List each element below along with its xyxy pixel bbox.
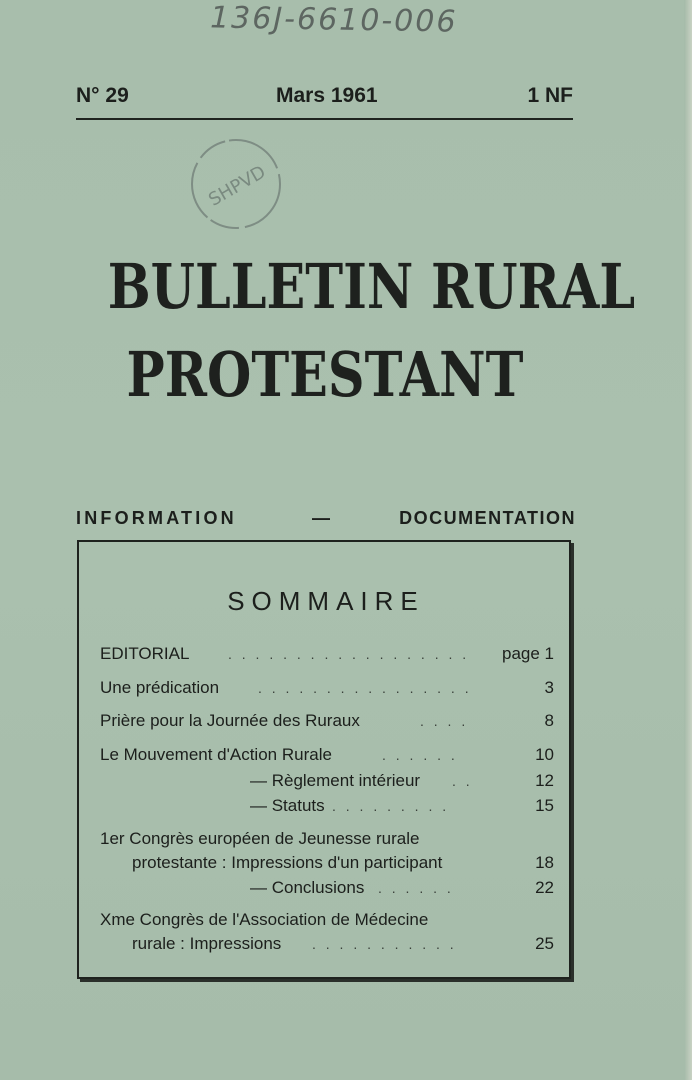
toc-label: 1er Congrès européen de Jeunesse rurale: [100, 829, 420, 848]
toc-entry: [100, 853, 554, 877]
toc-leader: . . . . . . . . .: [332, 798, 450, 814]
contents-box: [77, 540, 571, 979]
toc-page: page 1: [502, 644, 554, 663]
title-line-2: PROTESTANT: [126, 338, 524, 411]
toc-label: — Conclusions: [250, 878, 365, 897]
toc-entry: [100, 829, 554, 853]
toc-leader: . . . . . .: [378, 880, 454, 896]
toc-label: — Règlement intérieur: [250, 771, 421, 790]
toc-page: 25: [535, 934, 554, 953]
toc-entry: [100, 644, 554, 668]
toc-entry: [100, 796, 554, 820]
toc-leader: . . . .: [420, 713, 469, 729]
toc-page: 15: [535, 796, 554, 815]
toc-leader: . . . . . . . . . . . . . . . . . .: [228, 646, 470, 662]
toc-entry: [100, 745, 554, 769]
page-edge: [684, 0, 692, 1080]
toc-label: Une prédication: [100, 678, 220, 697]
subtitle-right: DOCUMENTATION: [399, 508, 576, 528]
toc-page: 18: [535, 853, 554, 872]
issue-price: 1 NF: [527, 84, 573, 107]
issue-number: N° 29: [76, 84, 129, 107]
toc-entry: [100, 678, 554, 702]
toc-label: EDITORIAL: [100, 644, 190, 663]
toc-entry: [100, 711, 554, 735]
toc-label: rurale : Impressions: [132, 934, 282, 953]
toc-page: 3: [544, 678, 554, 697]
toc-page: 22: [535, 878, 554, 897]
toc-label: protestante : Impressions d'un participant: [132, 853, 443, 872]
toc-label: Prière pour la Journée des Ruraux: [100, 711, 360, 730]
toc-label: — Statuts: [250, 796, 325, 815]
toc-leader: . .: [452, 773, 473, 789]
issue-date: Mars 1961: [276, 84, 378, 107]
title-line-1: BULLETIN RURAL: [107, 250, 636, 323]
contents-heading: SOMMAIRE: [227, 586, 425, 616]
toc-label: Xme Congrès de l'Association de Médecine: [100, 910, 429, 929]
stamp-text: SHPVD: [205, 161, 270, 211]
subtitle: [76, 508, 576, 534]
archive-number: 136J-6610-006: [209, 0, 458, 40]
toc-entry: [100, 934, 554, 958]
toc-page: 10: [535, 745, 554, 764]
toc-leader: . . . . . . . . . . .: [312, 936, 457, 952]
toc-leader: . . . . . .: [382, 747, 458, 763]
subtitle-left: INFORMATION: [76, 508, 237, 528]
subtitle-dash: —: [312, 508, 330, 528]
toc-page: 12: [535, 771, 554, 790]
issue-header: [76, 84, 573, 120]
toc-entry: [100, 910, 554, 934]
library-stamp: [186, 134, 286, 234]
toc-entry: [100, 771, 554, 795]
toc-page: 8: [544, 711, 554, 730]
toc-entry: [100, 878, 554, 902]
toc-label: Le Mouvement d'Action Rurale: [100, 745, 332, 764]
toc-leader: . . . . . . . . . . . . . . . .: [258, 680, 472, 696]
